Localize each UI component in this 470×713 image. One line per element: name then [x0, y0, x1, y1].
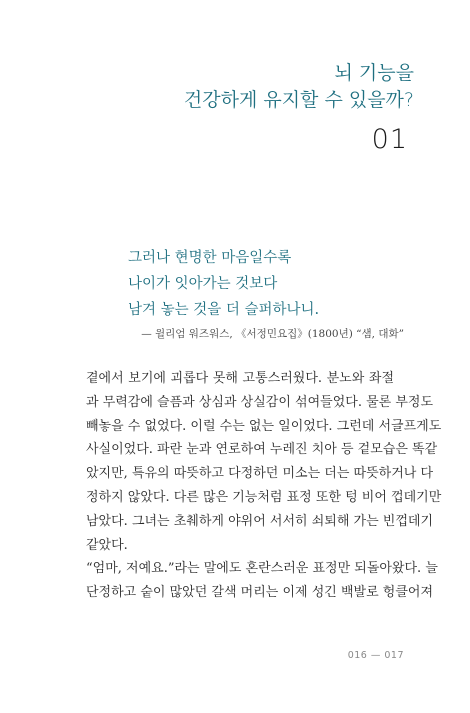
- epigraph-line-3: 남겨 놓는 것을 더 슬퍼하나니.: [128, 302, 320, 318]
- page-numbers: 016 — 017: [347, 650, 404, 661]
- chapter-title-line-2: 건강하게 유지할 수 있을까?: [183, 89, 414, 111]
- body-line: 았지만, 특유의 따뜻하고 다정하던 미소는 더는 따뜻하거나 다: [86, 466, 434, 482]
- epigraph-line-2: 나이가 잇아가는 것보다: [128, 276, 278, 292]
- body-line: 남았다. 그녀는 초췌하게 야위어 서서히 쇠퇴해 가는 빈껍데기: [86, 513, 434, 529]
- body-line: 같았다.: [86, 537, 128, 553]
- epigraph: [128, 245, 319, 323]
- body-line: 과 무력감에 슬픔과 상심과 상실감이 섞여들었다. 물론 부정도: [86, 394, 434, 410]
- body-line: 정하지 않았다. 다른 많은 기능처럼 표정 또한 텅 비어 껍데기만: [86, 489, 442, 505]
- epigraph-line-1: 그러나 현명한 마음일수록: [128, 250, 292, 266]
- body-line: “엄마, 저예요.”라는 말에도 혼란스러운 표정만 되돌아왔다. 늘: [86, 561, 438, 577]
- chapter-title-line-1: 뇌 기능을: [334, 62, 414, 84]
- body-text: [86, 367, 442, 605]
- chapter-title: [184, 60, 414, 114]
- body-line: 곁에서 보기에 괴롭다 못해 고통스러웠다. 분노와 좌절: [86, 371, 394, 386]
- chapter-number: 01: [371, 124, 408, 155]
- epigraph-attribution: — 윌리엄 워즈워스, 《서정민요집》(1800년) “샘, 대화”: [141, 328, 404, 340]
- body-line: 사실이었다. 파란 눈과 연로하여 누레진 치아 등 겉모습은 똑같: [86, 442, 438, 458]
- body-line: 빼놓을 수 없었다. 이럴 수는 없는 일이었다. 그런데 서글프게도: [86, 418, 442, 434]
- body-line: 단정하고 숱이 많았던 갈색 머리는 이제 성긴 백발로 헝클어져: [86, 585, 434, 601]
